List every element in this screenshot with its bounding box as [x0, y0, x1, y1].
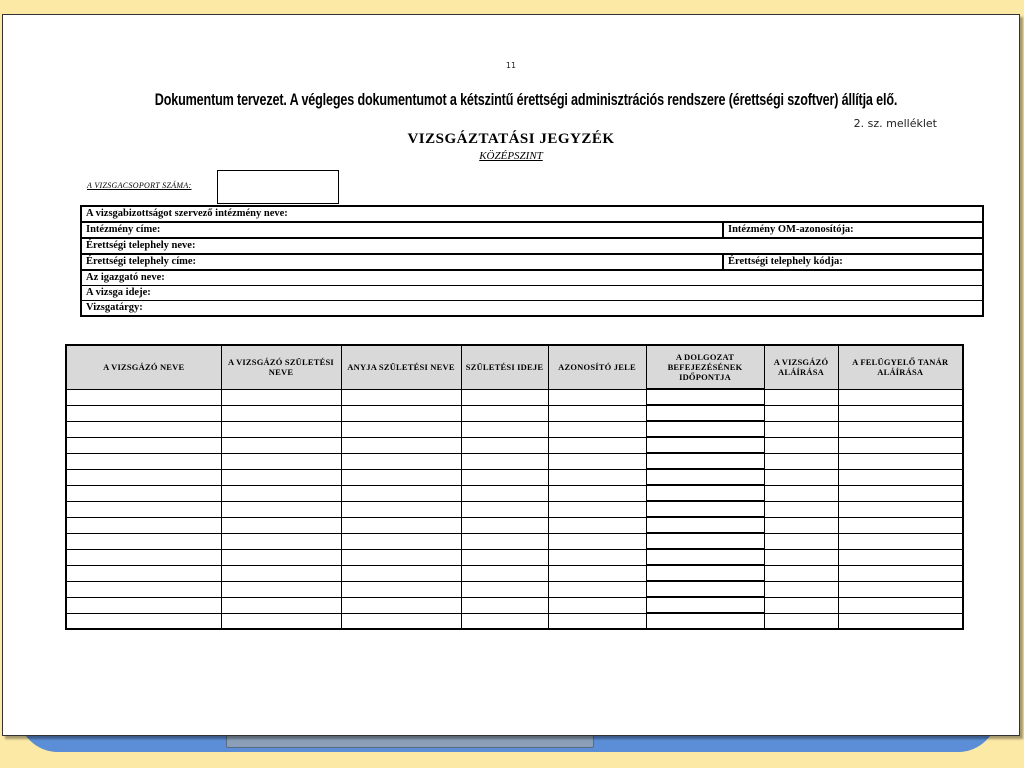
col-header-candidate-signature: A VIZSGÁZÓ ALÁÍRÁSA: [764, 345, 838, 389]
col-header-finish-time: A DOLGOZAT BEFEJEZÉSÉNEK IDŐPONTJA: [646, 345, 764, 389]
table-cell[interactable]: [221, 549, 341, 565]
table-cell[interactable]: [838, 501, 963, 517]
table-cell[interactable]: [838, 533, 963, 549]
table-cell[interactable]: [838, 549, 963, 565]
table-cell[interactable]: [646, 581, 764, 597]
table-cell[interactable]: [838, 453, 963, 469]
table-cell[interactable]: [461, 565, 548, 581]
table-cell[interactable]: [646, 405, 764, 421]
table-cell[interactable]: [221, 613, 341, 629]
col-header-mother-name: ANYJA SZÜLETÉSI NEVE: [341, 345, 461, 389]
table-cell[interactable]: [646, 549, 764, 565]
table-row: [66, 613, 963, 629]
table-cell[interactable]: [461, 597, 548, 613]
table-cell[interactable]: [646, 389, 764, 405]
table-cell[interactable]: [221, 421, 341, 437]
table-cell[interactable]: [646, 565, 764, 581]
table-cell[interactable]: [548, 549, 646, 565]
table-cell[interactable]: [221, 469, 341, 485]
table-cell[interactable]: [66, 549, 221, 565]
table-cell[interactable]: [548, 389, 646, 405]
table-cell[interactable]: [66, 437, 221, 453]
table-cell[interactable]: [221, 565, 341, 581]
table-cell[interactable]: [548, 581, 646, 597]
col-header-birth-date: SZÜLETÉSI IDEJE: [461, 345, 548, 389]
table-cell[interactable]: [764, 405, 838, 421]
table-cell[interactable]: [221, 389, 341, 405]
table-cell[interactable]: [341, 533, 461, 549]
table-cell[interactable]: [341, 405, 461, 421]
table-cell[interactable]: [221, 405, 341, 421]
table-cell[interactable]: [548, 517, 646, 533]
col-header-birth-name: A VIZSGÁZÓ SZÜLETÉSI NEVE: [221, 345, 341, 389]
table-cell[interactable]: [341, 597, 461, 613]
table-cell[interactable]: [764, 453, 838, 469]
table-cell[interactable]: [341, 389, 461, 405]
table-cell[interactable]: [66, 581, 221, 597]
table-cell[interactable]: [221, 437, 341, 453]
table-cell[interactable]: [548, 613, 646, 629]
table-cell[interactable]: [548, 533, 646, 549]
table-cell[interactable]: [341, 437, 461, 453]
table-cell[interactable]: [341, 485, 461, 501]
info-label-site-code: Érettségi telephely kódja:: [722, 255, 982, 269]
table-cell[interactable]: [838, 437, 963, 453]
table-cell[interactable]: [838, 389, 963, 405]
table-cell[interactable]: [341, 517, 461, 533]
table-cell[interactable]: [646, 501, 764, 517]
table-cell[interactable]: [548, 421, 646, 437]
table-row: [66, 533, 963, 549]
info-row-site-address: [82, 255, 982, 271]
table-row: [66, 421, 963, 437]
table-cell[interactable]: [838, 517, 963, 533]
table-cell[interactable]: [341, 581, 461, 597]
table-cell[interactable]: [646, 533, 764, 549]
table-cell[interactable]: [461, 389, 548, 405]
table-cell[interactable]: [461, 517, 548, 533]
table-cell[interactable]: [764, 581, 838, 597]
table-cell[interactable]: [548, 405, 646, 421]
table-cell[interactable]: [461, 421, 548, 437]
table-row: [66, 453, 963, 469]
table-cell[interactable]: [764, 469, 838, 485]
table-cell[interactable]: [838, 581, 963, 597]
table-cell[interactable]: [838, 565, 963, 581]
table-row: [66, 517, 963, 533]
info-row-principal: [82, 271, 982, 286]
page-number: 11: [505, 61, 517, 70]
table-cell[interactable]: [548, 501, 646, 517]
table-row: [66, 437, 963, 453]
table-cell[interactable]: [341, 453, 461, 469]
table-cell[interactable]: [838, 421, 963, 437]
table-cell[interactable]: [764, 533, 838, 549]
table-cell[interactable]: [838, 613, 963, 629]
table-cell[interactable]: [221, 517, 341, 533]
table-cell[interactable]: [764, 501, 838, 517]
annex-label: 2. sz. melléklet: [853, 117, 937, 130]
info-label-site-name: Érettségi telephely neve:: [86, 240, 196, 251]
info-label-subject: Vizsgatárgy:: [86, 302, 143, 313]
col-header-supervisor-signature: A FELÜGYELŐ TANÁR ALÁÍRÁSA: [838, 345, 963, 389]
table-cell[interactable]: [646, 437, 764, 453]
table-cell[interactable]: [461, 405, 548, 421]
institution-info-block: [80, 205, 984, 317]
table-cell[interactable]: [221, 485, 341, 501]
table-cell[interactable]: [764, 517, 838, 533]
col-header-name: A VIZSGÁZÓ NEVE: [66, 345, 221, 389]
table-cell[interactable]: [461, 501, 548, 517]
table-cell[interactable]: [764, 485, 838, 501]
table-cell[interactable]: [548, 597, 646, 613]
table-cell[interactable]: [838, 405, 963, 421]
table-cell[interactable]: [221, 581, 341, 597]
table-cell[interactable]: [548, 485, 646, 501]
info-label-exam-date: A vizsga ideje:: [86, 287, 151, 298]
table-cell[interactable]: [66, 501, 221, 517]
table-header-row: [66, 345, 963, 389]
table-cell[interactable]: [646, 597, 764, 613]
table-cell[interactable]: [764, 389, 838, 405]
table-cell[interactable]: [838, 597, 963, 613]
table-row: [66, 389, 963, 405]
table-cell[interactable]: [221, 533, 341, 549]
table-cell[interactable]: [461, 485, 548, 501]
table-cell[interactable]: [548, 565, 646, 581]
table-cell[interactable]: [838, 469, 963, 485]
table-cell[interactable]: [646, 453, 764, 469]
table-cell[interactable]: [548, 437, 646, 453]
table-row: [66, 581, 963, 597]
table-cell[interactable]: [764, 565, 838, 581]
table-cell[interactable]: [646, 485, 764, 501]
table-cell[interactable]: [764, 597, 838, 613]
table-cell[interactable]: [66, 485, 221, 501]
table-row: [66, 469, 963, 485]
table-cell[interactable]: [461, 453, 548, 469]
table-cell[interactable]: [66, 533, 221, 549]
table-cell[interactable]: [548, 469, 646, 485]
table-cell[interactable]: [838, 485, 963, 501]
info-row-site-name: [82, 239, 982, 255]
table-row: [66, 565, 963, 581]
table-cell[interactable]: [646, 469, 764, 485]
document-title: VIZSGÁZTATÁSI JEGYZÉK: [407, 131, 615, 147]
table-cell[interactable]: [66, 421, 221, 437]
table-cell[interactable]: [221, 453, 341, 469]
table-cell[interactable]: [341, 501, 461, 517]
table-cell[interactable]: [461, 437, 548, 453]
info-row-subject: [82, 301, 982, 317]
info-row-organizer: [82, 207, 982, 223]
table-cell[interactable]: [461, 469, 548, 485]
table-cell[interactable]: [461, 613, 548, 629]
table-cell[interactable]: [66, 453, 221, 469]
table-row: [66, 597, 963, 613]
info-label-site-address: Érettségi telephely címe:: [86, 256, 197, 267]
info-label-address: Intézmény címe:: [86, 224, 161, 235]
table-cell[interactable]: [341, 469, 461, 485]
group-number-label: A VIZSGACSOPORT SZÁMA:: [87, 181, 192, 190]
info-label-principal: Az igazgató neve:: [86, 272, 165, 283]
table-cell[interactable]: [764, 421, 838, 437]
info-row-exam-date: [82, 286, 982, 301]
table-cell[interactable]: [66, 469, 221, 485]
table-cell[interactable]: [461, 533, 548, 549]
table-cell[interactable]: [221, 597, 341, 613]
table-cell[interactable]: [646, 613, 764, 629]
table-cell[interactable]: [66, 613, 221, 629]
table-cell[interactable]: [66, 405, 221, 421]
table-row: [66, 549, 963, 565]
table-row: [66, 501, 963, 517]
table-cell[interactable]: [461, 581, 548, 597]
table-cell[interactable]: [646, 421, 764, 437]
col-header-id: AZONOSÍTÓ JELE: [548, 345, 646, 389]
draft-notice: Dokumentum tervezet. A végleges dokumentumot a kétszintű érettségi adminisztrációs rendszere (érettségi szoftver) állítja elő.: [154, 90, 898, 109]
table-cell[interactable]: [764, 549, 838, 565]
table-cell[interactable]: [341, 421, 461, 437]
group-number-field[interactable]: [217, 170, 339, 204]
table-cell[interactable]: [764, 613, 838, 629]
table-cell[interactable]: [646, 517, 764, 533]
table-cell[interactable]: [341, 549, 461, 565]
table-cell[interactable]: [66, 517, 221, 533]
table-cell[interactable]: [66, 597, 221, 613]
table-row: [66, 485, 963, 501]
table-cell[interactable]: [461, 549, 548, 565]
table-cell[interactable]: [341, 565, 461, 581]
table-cell[interactable]: [764, 437, 838, 453]
table-row: [66, 405, 963, 421]
document-page: [2, 14, 1020, 736]
table-cell[interactable]: [341, 613, 461, 629]
info-row-address: [82, 223, 982, 239]
table-cell[interactable]: [66, 565, 221, 581]
info-label-organizer: A vizsgabizottságot szervező intézmény neve:: [86, 208, 288, 219]
candidate-table: [65, 344, 964, 630]
document-subtitle: KÖZÉPSZINT: [479, 150, 543, 162]
info-label-om-id: Intézmény OM-azonosítója:: [722, 223, 982, 237]
table-cell[interactable]: [66, 389, 221, 405]
table-cell[interactable]: [548, 453, 646, 469]
candidate-table-body: [66, 389, 963, 629]
table-cell[interactable]: [221, 501, 341, 517]
